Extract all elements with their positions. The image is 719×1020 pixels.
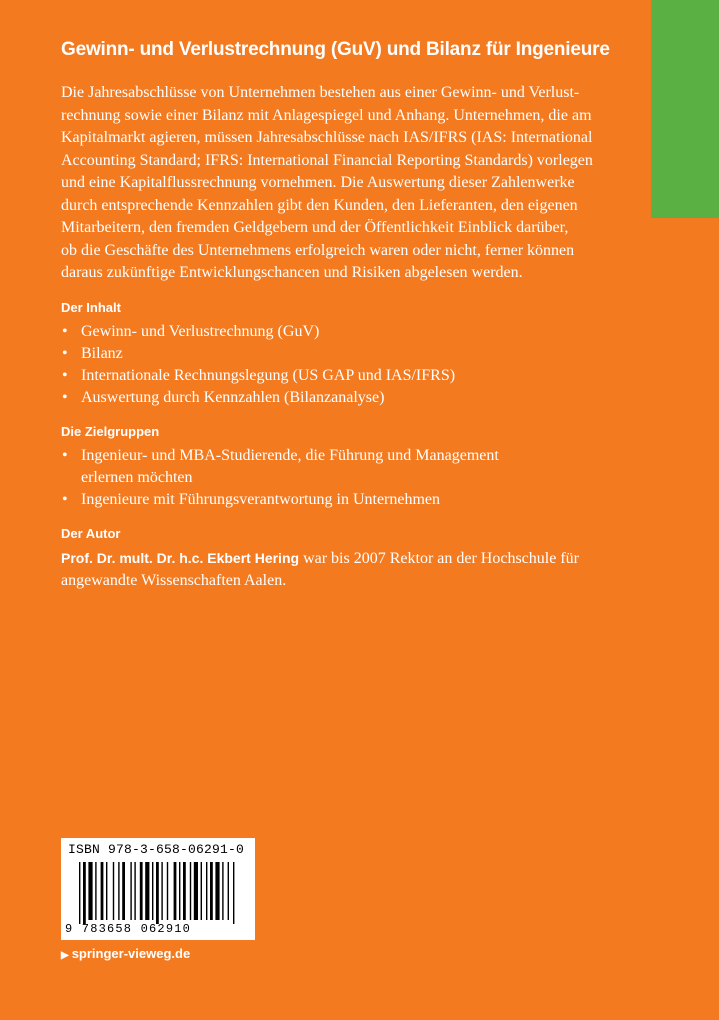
list-item: • Ingenieur- und MBA-Studierende, die Führung und Management erlernen möchten [62, 446, 499, 486]
barcode-bar [167, 862, 168, 920]
barcode-bar [134, 862, 135, 920]
barcode-bar [145, 862, 149, 920]
zielgruppen-heading: Die Zielgruppen [61, 423, 160, 439]
barcode-bar [88, 862, 92, 920]
autor-text: war bis 2007 Rektor an der Hochschule für [299, 549, 579, 567]
barcode-bar [161, 862, 162, 920]
barcode-bar [183, 862, 186, 920]
list-item: • Auswertung durch Kennzahlen (Bilanzanalyse) [61, 387, 623, 409]
intro-paragraph [61, 82, 623, 285]
bullet-icon: • [62, 366, 68, 384]
bullet-icon: • [62, 490, 68, 508]
back-cover-text [61, 38, 623, 593]
barcode-bar [190, 862, 191, 920]
bullet-icon: • [62, 388, 68, 406]
list-item: • Ingenieure mit Führungsverantwortung in Unternehmen [61, 489, 623, 511]
intro-line: Kapitalmarkt agieren, müssen Jahresabschlüsse nach IAS/IFRS (IAS: International [61, 129, 593, 146]
intro-line: ob die Geschäfte des Unternehmens erfolgreich waren oder nicht, ferner können [61, 241, 575, 259]
barcode-bar [101, 862, 104, 920]
bullet-icon: • [62, 344, 68, 362]
barcode-bar [206, 862, 207, 920]
triangle-right-icon: ▶ [61, 950, 69, 961]
intro-line: rechnung sowie einer Bilanz mit Anlagespiegel und Anhang. Unternehmen, die am [61, 106, 592, 124]
barcode-bar [79, 862, 80, 924]
barcode-bar [130, 862, 131, 920]
website-label: springer-vieweg.de [71, 946, 191, 961]
autor-paragraph [61, 547, 623, 593]
isbn-label: ISBN 978-3-658-06291-0 [68, 842, 245, 857]
barcode-bar [83, 862, 86, 924]
barcode-bar [113, 862, 114, 920]
barcode-bar [106, 862, 107, 920]
intro-line: Die Jahresabschlüsse von Unternehmen bestehen aus einer Gewinn- und Verlust- [61, 84, 580, 101]
barcode-bar [233, 862, 234, 924]
list-item: • Bilanz [61, 343, 623, 365]
barcode-bar [140, 862, 143, 920]
barcode-bar [179, 862, 180, 920]
list-item: • Internationale Rechnungslegung (US GAP und IAS/IFRS) [61, 365, 623, 387]
barcode-bar [201, 862, 202, 920]
intro-line: Accounting Standard; IFRS: International Financial Reporting Standards) vorlegen [61, 151, 593, 169]
barcode-bar [152, 862, 153, 920]
barcode-bar [228, 862, 229, 920]
barcode-bar [95, 862, 96, 920]
inhalt-heading: Der Inhalt [61, 299, 121, 315]
list-item: • Gewinn- und Verlustrechnung (GuV) [61, 321, 623, 343]
bullet-icon: • [62, 446, 68, 464]
inhalt-list [61, 321, 623, 409]
intro-line: und eine Kapitalflussrechnung vornehmen. Die Auswertung dieser Zahlenwerke [61, 174, 575, 191]
zielgruppen-list [61, 445, 623, 511]
ean-number: 9 783658 062910 [65, 922, 192, 936]
green-accent-tab [651, 0, 719, 218]
intro-line: daraus zukünftige Entwicklungschancen und Risiken abgelesen werden. [61, 264, 523, 281]
bullet-icon: • [62, 322, 68, 340]
barcode-bar [215, 862, 219, 920]
barcode-bar [118, 862, 119, 920]
barcode-bar [156, 862, 159, 924]
book-title: Gewinn- und Verlustrechnung (GuV) und Bilanz für Ingenieure [61, 39, 610, 60]
barcode-bar [210, 862, 213, 920]
author-name: Prof. Dr. mult. Dr. h.c. Ekbert Hering [61, 549, 300, 566]
autor-heading: Der Autor [61, 525, 121, 541]
barcode-bar [174, 862, 177, 920]
publisher-website[interactable] [61, 946, 190, 961]
barcode-bar [222, 862, 223, 920]
intro-line: durch entsprechende Kennzahlen gibt den Kunden, den Lieferanten, den eigenen [61, 196, 578, 214]
isbn-barcode [61, 838, 255, 940]
intro-line: Mitarbeitern, den fremden Geldgebern und der Öffentlichkeit Einblick darüber, [61, 219, 569, 236]
barcode-bar [194, 862, 198, 920]
barcode-bar [122, 862, 125, 920]
autor-text: angewandte Wissenschaften Aalen. [61, 572, 287, 589]
